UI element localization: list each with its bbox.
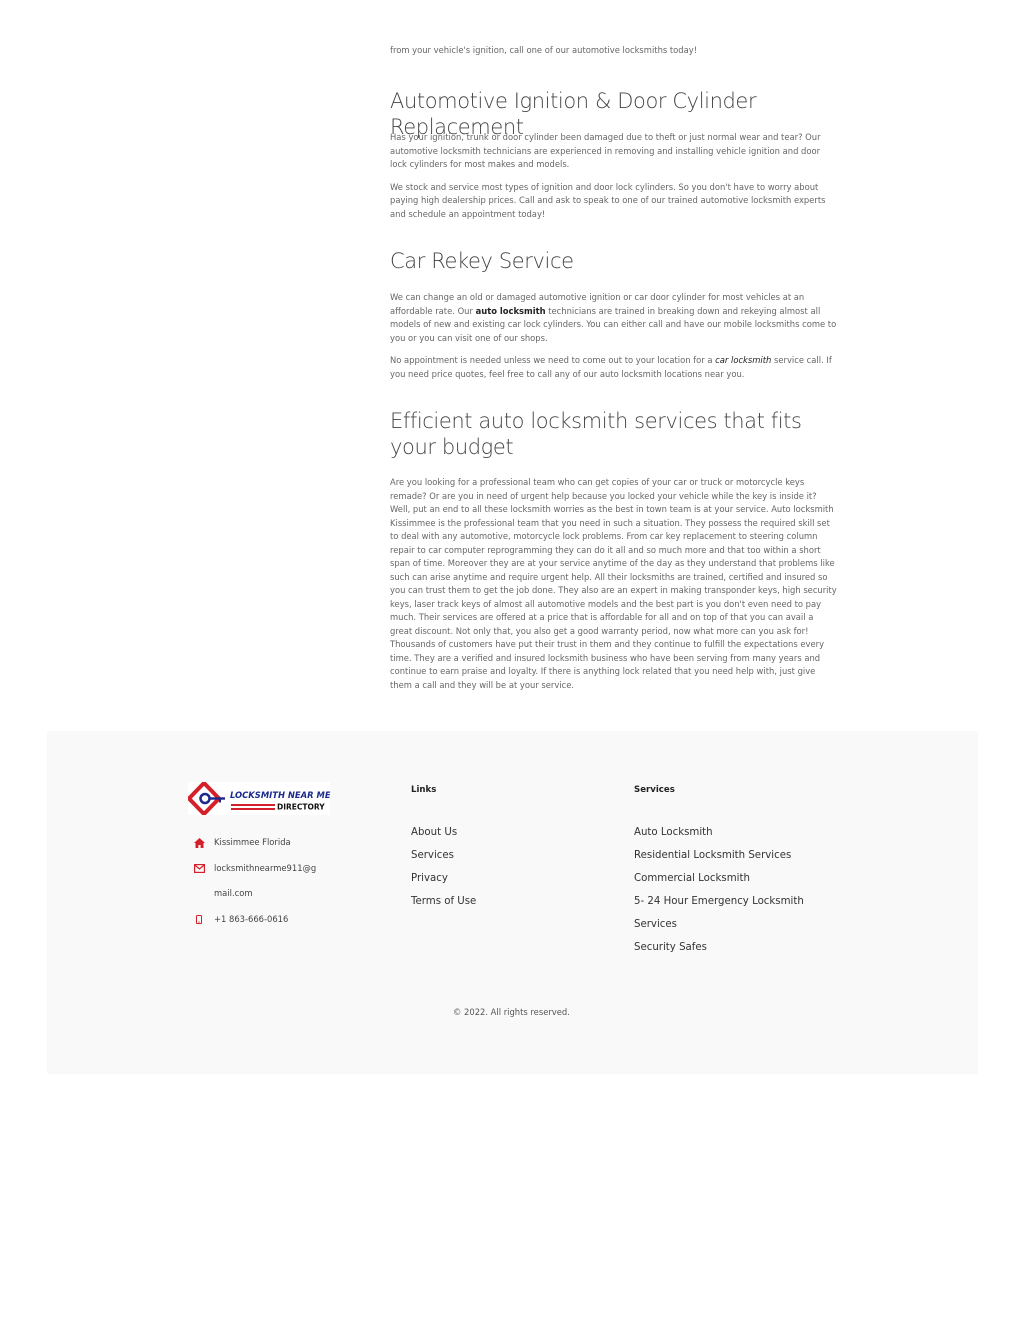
footer-link-privacy[interactable]: Privacy — [411, 873, 448, 884]
logo-line1: LOCKSMITH NEAR ME — [230, 790, 330, 800]
email-text-2[interactable]: mail.com — [214, 888, 253, 898]
footer-services — [634, 821, 804, 959]
auto-locksmith-link[interactable]: auto locksmith — [475, 305, 546, 316]
footer-links — [411, 821, 476, 913]
envelope-icon — [192, 856, 206, 881]
home-icon — [192, 830, 206, 855]
contact-email[interactable] — [192, 856, 372, 882]
contact-email-cont[interactable] — [192, 881, 372, 907]
paragraph: We stock and service most types of ignition and door lock cylinders. So you don't have to worry about paying high dealership prices. Call and ask to speak to one of our trained automotive locksmith experts and schedule an appointment today! — [390, 181, 826, 219]
section-heading-rekey: Car Rekey Service — [390, 249, 574, 273]
section-body-ignition — [390, 131, 838, 230]
footer-link-about[interactable]: About Us — [411, 827, 458, 838]
text: We can change an old or damaged automotive ignition or car door cylinder for most vehicles at an affordable rate. Our — [390, 292, 805, 316]
section-heading-ignition: Automotive Ignition & Door Cylinder Replacement — [390, 89, 757, 139]
section-body-budget — [390, 476, 838, 701]
location-text: Kissimmee Florida — [214, 837, 291, 847]
section-body-rekey — [390, 291, 838, 390]
text: technicians are trained in breaking down and rekeying almost all models of new and existing car lock cylinders. You can either call and have our mobile locksmiths come to you or you can visit one of our shops. — [390, 305, 837, 343]
paragraph: Are you looking for a professional team who can get copies of your car or truck or motorcycle keys remade? Or are you in need of urgent help because you locked your vehicle while the key is inside it? Well, put an end to all these locksmith worries as the best in town team is at your service. Auto locksmith Kissimmee is the professional team that you need in such a situation. They possess the required skill set to deal with any automotive, motorcycle lock problems. From car key replacement to steering column repair to car computer reprogramming they can do it all and so much more and that too within a short span of time. Moreover they are at your service anytime of the day as they understand that problems like such can arise anytime and require urgent help. All their locksmiths are trained, certified and insured so you can trust them to get the job done. They also are an expert in making transponder keys, high security keys, laser track keys of almost all automotive models and the best part is you don't even need to pay much. Their services are offered at a price that is affordable for all and on top of that you can avail a great discount. Not only that, you also get a good warranty period, now what more can you ask for! Thousands of customers have put their trust in them and they continue to fulfill the expectations every time. They are a verified and insured locksmith business who have been serving from many years and continue to earn praise and loyalty. If there is anything lock related that you need help with, just give them a call and they will be at your service. — [390, 477, 837, 690]
footer-link-services[interactable]: Services — [411, 850, 454, 861]
services-title: Services — [634, 785, 675, 795]
footer-service-commercial[interactable]: Commercial Locksmith — [634, 873, 750, 884]
key-logo-icon — [188, 782, 330, 815]
footer-service-auto[interactable]: Auto Locksmith — [634, 827, 713, 838]
footer-service-residential[interactable]: Residential Locksmith Services — [634, 850, 792, 861]
email-text-1[interactable]: locksmithnearme911@g — [214, 862, 317, 873]
paragraph: Has your ignition, trunk or door cylinder been damaged due to theft or just normal wear and tear? Our automotive locksmith technicians are experienced in removing and installing vehicle ignition and door lock cylinders for most makes and models. — [390, 132, 821, 169]
intro-text: from your vehicle's ignition, call one of our automotive locksmiths today! — [390, 45, 698, 55]
paragraph — [390, 291, 838, 345]
text: No appointment is needed unless we need to come out to your location for a — [390, 355, 716, 365]
footer-service-safes[interactable]: Security Safes — [634, 942, 707, 953]
copyright: © 2022. All rights reserved. — [453, 1007, 570, 1017]
footer-link-terms[interactable]: Terms of Use — [411, 896, 477, 907]
contact-phone[interactable] — [192, 907, 372, 933]
phone-text[interactable]: +1 863-666-0616 — [214, 913, 289, 924]
site-logo[interactable] — [188, 782, 330, 815]
car-locksmith-link[interactable]: car locksmith — [715, 355, 772, 365]
footer-service-emergency-cont[interactable]: Services — [634, 919, 677, 930]
contact-location — [192, 830, 372, 856]
section-heading-budget: Efficient auto locksmith services that fits your budget — [390, 409, 802, 459]
mobile-phone-icon — [192, 907, 206, 932]
contact-info — [192, 830, 372, 932]
logo-line2: DIRECTORY — [277, 802, 325, 812]
paragraph — [390, 354, 838, 381]
footer — [47, 731, 978, 1074]
footer-service-emergency[interactable]: 5- 24 Hour Emergency Locksmith — [634, 896, 804, 907]
links-title: Links — [411, 785, 437, 795]
text: service call. If you need price quotes, feel free to call any of our auto locksmith locations near you. — [390, 355, 832, 379]
